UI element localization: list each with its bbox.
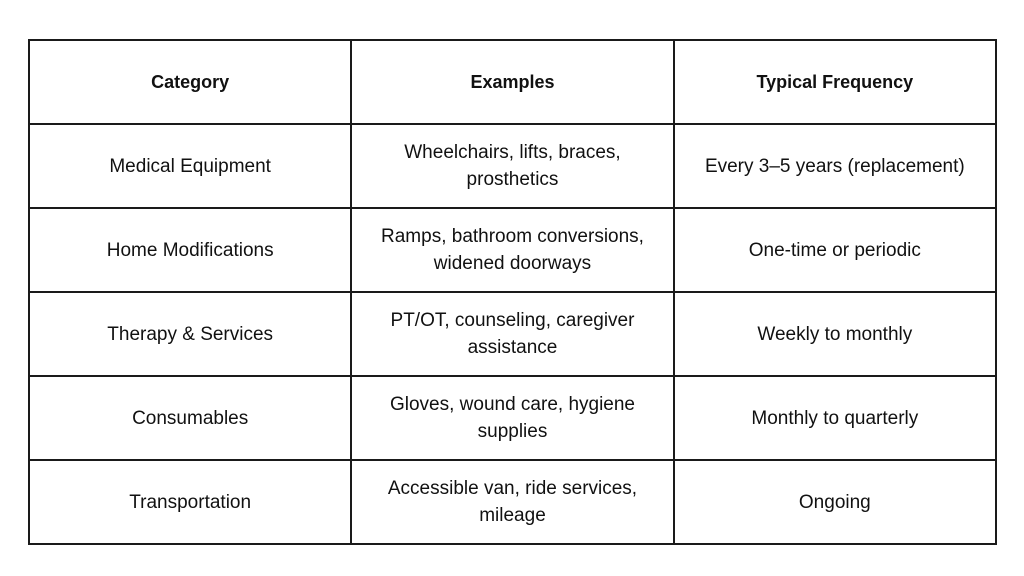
cell-examples: Wheelchairs, lifts, braces, prosthetics <box>351 124 673 208</box>
cell-frequency: One-time or periodic <box>674 208 996 292</box>
cell-examples: PT/OT, counseling, caregiver assistance <box>351 292 673 376</box>
table-header-row <box>29 40 996 124</box>
cell-frequency: Monthly to quarterly <box>674 376 996 460</box>
header-examples: Examples <box>351 40 673 124</box>
cell-frequency: Weekly to monthly <box>674 292 996 376</box>
cell-category: Medical Equipment <box>29 124 351 208</box>
cell-frequency: Ongoing <box>674 460 996 544</box>
cell-category: Therapy & Services <box>29 292 351 376</box>
cell-examples: Ramps, bathroom conversions, widened doorways <box>351 208 673 292</box>
cell-category: Home Modifications <box>29 208 351 292</box>
cell-frequency: Every 3–5 years (replacement) <box>674 124 996 208</box>
table-row <box>29 208 996 292</box>
table-row <box>29 292 996 376</box>
header-category: Category <box>29 40 351 124</box>
cell-examples: Gloves, wound care, hygiene supplies <box>351 376 673 460</box>
cell-category: Consumables <box>29 376 351 460</box>
cell-examples: Accessible van, ride services, mileage <box>351 460 673 544</box>
cost-categories-table <box>28 39 997 545</box>
table-row <box>29 124 996 208</box>
header-frequency: Typical Frequency <box>674 40 996 124</box>
cell-category: Transportation <box>29 460 351 544</box>
table-row <box>29 460 996 544</box>
table-row <box>29 376 996 460</box>
